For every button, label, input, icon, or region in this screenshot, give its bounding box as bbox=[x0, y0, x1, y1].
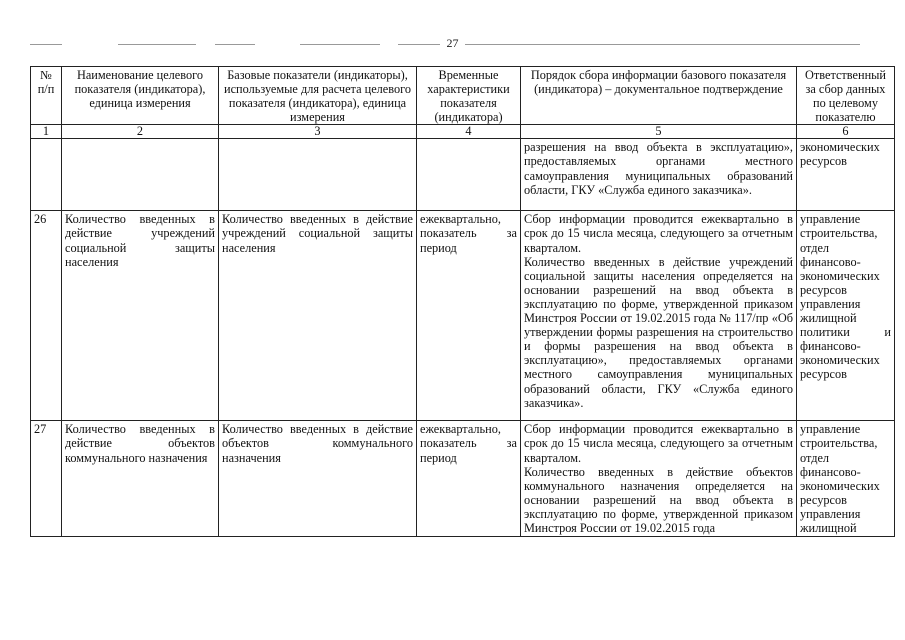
header-timing: Временные характеристики показателя (индикатора) bbox=[417, 67, 521, 125]
header-number: № п/п bbox=[31, 67, 62, 125]
page-number: 27 bbox=[446, 36, 459, 50]
table-row bbox=[31, 211, 895, 421]
cell-responsible: управление строительства, отдел финансово-экономических ресурсов управления жилищной bbox=[797, 421, 895, 537]
cell-indicator-name: Количество введенных в действие учреждений социальной защиты населения bbox=[62, 211, 219, 421]
scan-rule bbox=[465, 44, 860, 45]
cell-procedure bbox=[521, 421, 797, 537]
cell-base-indicators: Количество введенных в действие объектов коммунального назначения bbox=[219, 421, 417, 537]
column-number: 6 bbox=[797, 125, 895, 139]
scan-rule bbox=[398, 44, 440, 45]
table-header-row bbox=[31, 67, 895, 125]
indicator-table bbox=[30, 66, 895, 537]
scan-rule bbox=[30, 44, 62, 45]
cell-timing bbox=[417, 139, 521, 211]
header-responsible: Ответственный за сбор данных по целевому показателю bbox=[797, 67, 895, 125]
cell-number: 26 bbox=[31, 211, 62, 421]
procedure-paragraph: Сбор информации проводится ежеквартально в срок до 15 числа месяца, следующего за отчетным кварталом. bbox=[524, 422, 793, 465]
column-number: 2 bbox=[62, 125, 219, 139]
cell-base-indicators: Количество введенных в действие учреждений социальной защиты населения bbox=[219, 211, 417, 421]
scan-rule bbox=[118, 44, 196, 45]
procedure-paragraph: Сбор информации проводится ежеквартально в срок до 15 числа месяца, следующего за отчетным кварталом. bbox=[524, 212, 793, 255]
column-number: 5 bbox=[521, 125, 797, 139]
header-indicator-name: Наименование целевого показателя (индикатора), единица измерения bbox=[62, 67, 219, 125]
cell-timing: ежеквартально, показатель за период bbox=[417, 421, 521, 537]
scan-rule bbox=[215, 44, 255, 45]
cell-responsible: экономических ресурсов bbox=[797, 139, 895, 211]
cell-procedure bbox=[521, 211, 797, 421]
cell-number bbox=[31, 139, 62, 211]
cell-indicator-name bbox=[62, 139, 219, 211]
scan-rule bbox=[300, 44, 380, 45]
header-procedure: Порядок сбора информации базового показателя (индикатора) – документальное подтверждение bbox=[521, 67, 797, 125]
cell-responsible: управление строительства, отдел финансово-экономических ресурсов управления жилищной политики и финансово-экономических ресурсов bbox=[797, 211, 895, 421]
cell-procedure: разрешения на ввод объекта в эксплуатацию», предоставляемых органами местного самоуправления муниципальных образований области, ГКУ «Служба единого заказчика». bbox=[521, 139, 797, 211]
cell-timing: ежеквартально, показатель за период bbox=[417, 211, 521, 421]
procedure-paragraph: Количество введенных в действие учреждений социальной защиты населения определяется на основании разрешений на ввод объекта в эксплуатацию по форме, утвержденной приказом Минстроя России от 19.02.2015 года № 117/пр «Об утверждении формы разрешения на строительство и формы разрешения на ввод объекта в эксплуатацию», предоставляемых органами местного самоуправления муниципальных образований области, ГКУ «Служба единого заказчика». bbox=[524, 254, 793, 410]
cell-base-indicators bbox=[219, 139, 417, 211]
cell-number: 27 bbox=[31, 421, 62, 537]
continuation-row bbox=[31, 139, 895, 211]
column-number: 3 bbox=[219, 125, 417, 139]
column-number: 1 bbox=[31, 125, 62, 139]
table-row bbox=[31, 421, 895, 537]
column-number: 4 bbox=[417, 125, 521, 139]
cell-indicator-name: Количество введенных в действие объектов коммунального назначения bbox=[62, 421, 219, 537]
column-number-row bbox=[31, 125, 895, 139]
header-base-indicators: Базовые показатели (индикаторы), используемые для расчета целевого показателя (индикатора), единица измерения bbox=[219, 67, 417, 125]
procedure-paragraph: Количество введенных в действие объектов коммунального назначения определяется на основании разрешений на ввод объекта в эксплуатацию по форме, утвержденной приказом Минстроя России от 19.02.2015 года bbox=[524, 464, 793, 536]
